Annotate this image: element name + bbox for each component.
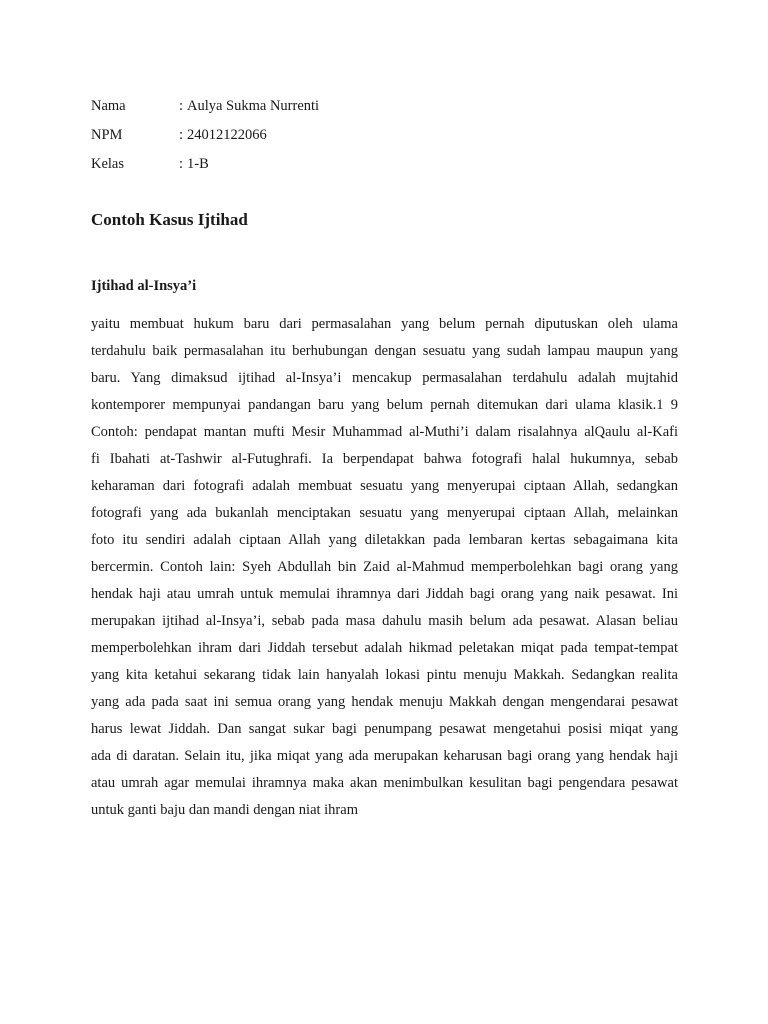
paragraph-line: baru. Yang dimaksud ijtihad al-Insya’i mencakup permasalahan terdahulu adalah mujtahid	[91, 370, 678, 386]
info-label: Nama	[91, 98, 126, 114]
paragraph-line: bercermin. Contoh lain: Syeh Abdullah bin Zaid al-Mahmud memperbolehkan bagi orang yang	[91, 559, 678, 575]
body-paragraph	[91, 311, 678, 824]
paragraph-line: untuk ganti baju dan mandi dengan niat ihram	[91, 802, 358, 818]
paragraph-line: yang kita ketahui sekarang tidak lain hanyalah lokasi pintu menuju Makkah. Sedangkan realita	[91, 667, 678, 683]
student-info-table	[91, 92, 319, 179]
section-heading: Ijtihad al-Insya’i	[91, 278, 197, 294]
paragraph-line: kontemporer mempunyai pandangan baru yang belum pernah ditemukan dari ulama klasik.1 9	[91, 397, 678, 413]
document-title: Contoh Kasus Ijtihad	[91, 210, 248, 229]
info-row-kelas	[91, 150, 319, 179]
paragraph-line: Contoh: pendapat mantan mufti Mesir Muhammad al-Muthi’i dalam risalahnya alQaulu al-Kafi	[91, 424, 678, 440]
info-label: Kelas	[91, 156, 125, 172]
info-value: 1-B	[187, 156, 209, 172]
info-label: NPM	[91, 127, 123, 143]
info-separator: :	[179, 127, 184, 143]
info-separator: :	[179, 98, 184, 114]
info-value: Aulya Sukma Nurrenti	[187, 98, 320, 114]
paragraph-line: terdahulu baik permasalahan itu berhubungan dengan sesuatu yang sudah lampau maupun yang	[91, 343, 678, 359]
paragraph-line: atau umrah agar memulai ihramnya maka akan menimbulkan kesulitan bagi pengendara pesawat	[91, 775, 678, 791]
paragraph-line: harus lewat Jiddah. Dan sangat sukar bagi penumpang pesawat mengetahui posisi miqat yang	[91, 721, 678, 737]
paragraph-line: hendak haji atau umrah untuk memulai ihramnya dari Jiddah bagi orang yang naik pesawat. Ini	[91, 586, 678, 602]
info-row-nama	[91, 92, 319, 121]
paragraph-line: ada di daratan. Selain itu, jika miqat yang ada merupakan keharusan bagi orang yang hendak haji	[91, 748, 678, 764]
paragraph-line: merupakan ijtihad al-Insya’i, sebab pada masa dahulu masih belum ada pesawat. Alasan beliau	[91, 613, 678, 629]
info-value: 24012122066	[187, 127, 267, 143]
paragraph-line: keharaman dari fotografi adalah membuat sesuatu yang menyerupai ciptaan Allah, sedangkan	[91, 478, 678, 494]
info-row-npm	[91, 121, 319, 150]
paragraph-line: memperbolehkan ihram dari Jiddah tersebut adalah hikmad peletakan miqat pada tempat-tempat	[91, 640, 678, 656]
paragraph-line: yang ada pada saat ini semua orang yang hendak menuju Makkah dengan mengendarai pesawat	[91, 694, 678, 710]
paragraph-line: foto itu sendiri adalah ciptaan Allah yang diletakkan pada lembaran kertas sebagaimana kita	[91, 532, 678, 548]
paragraph-line: fotografi yang ada bukanlah menciptakan sesuatu yang menyerupai ciptaan Allah, melainkan	[91, 505, 678, 521]
paragraph-line: yaitu membuat hukum baru dari permasalahan yang belum pernah diputuskan oleh ulama	[91, 316, 678, 332]
info-separator: :	[179, 156, 184, 172]
paragraph-line: fi Ibahati at-Tashwir al-Futughrafi. Ia berpendapat bahwa fotografi halal hukumnya, sebab	[91, 451, 678, 467]
